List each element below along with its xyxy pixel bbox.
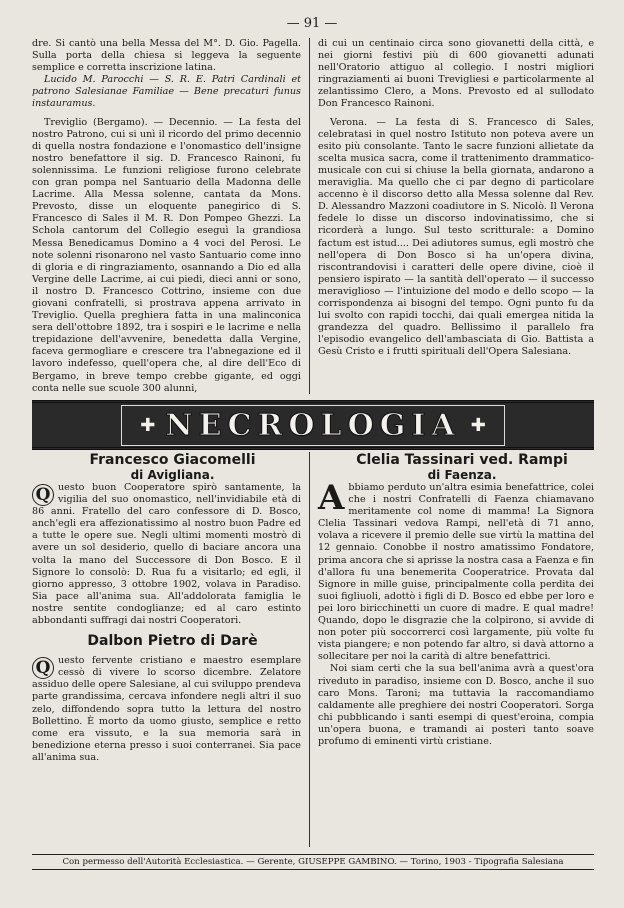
lower-right-column <box>318 452 594 748</box>
obituary-name: Clelia Tassinari ved. Rampi <box>356 452 568 468</box>
treviglio-paragraph: Treviglio (Bergamo). — Decennio. — La festa del nostro Patrono, cui si unì il ricordo del primo decennio di quella nostra fondazione e l'onomastico dell'insigne nostro benefattore il sig. D. Francesco Rainoni, fu solennissima. Le funzioni religiose furono celebrate con gran pompa nel Santuario della Madonna delle Lacrime. Alla Messa solenne, cantata da Mons. Prevosto, disse un eloquente panegirico di S. Francesco di Sales il M. R. Don Pompeo Ghezzi. La Schola cantorum del Collegio eseguì la grandiosa Messa Benedicamus Domino a 4 voci del Perosi. Le note solenni risonarono nel vasto Santuario come inno di gloria e di ringraziamento, osannando a Dio ed alla Vergine delle Lacrime, ai cui piedi, dieci anni or sono, il nostro D. Francesco Cottrino, insieme con due giovani confratelli, si prostrava appena arrivato in Treviglio. Quella preghiera fatta in una malinconica sera dell'ottobre 1892, tra i sospiri e le lacrime e nella trepidazione dell'avvenire, benedetta dalla Vergine, faceva germogliare e crescere tra l'abnegazione ed il lavoro indefesso, quell'opera che, al dire dell'Eco di Bergamo, in breve tempo crebbe gigante, ed oggi conta nelle sue scuole 300 alunni, <box>32 116 301 394</box>
paragraph: di cui un centinaio circa sono giovanetti della città, e nei giorni festivi più di 600 giovanetti adunati nell'Oratorio attiguo al collegio. I nostri migliori ringraziamenti ai buoni Trevigliesi e particolarmente al zelantissimo Clero, a Mons. Prevosto ed al sullodato Don Francesco Rainoni. <box>318 38 594 110</box>
obituary-text: Abbiamo perduto un'altra esimia benefattrice, colei che i nostri Confratelli di Faenza chiamavano meritamente col nome di mamma! La Signora Clelia Tassinari vedova Rampi, nell'età di 71 anno, volava a ricevere il premio delle sue virtù la mattina del 12 gennaio. Conobbe il nostro amatissimo Fondatore, prima ancora che si aprisse la nostra casa a Faenza e fin d'allora fu una benemerita Cooperatrice. Provata dal Signore in mille guise, principalmente colla perdita dei suoi figliuoli, adottò i figli di D. Bosco ed ebbe per loro e pei loro biricchinetti un cuore di madre. E qual madre! Quando, dopo le disgrazie che la colpirono, si avvide di non poter più soccorrerci così largamente, più volte fu vista piangere; e non potendo far altro, si davà attorno a sollecitare per noi la carità di altre benefattrici. <box>318 478 594 663</box>
page-number: — 91 — <box>286 16 338 31</box>
drop-cap: Q <box>32 657 54 679</box>
column-divider <box>309 38 310 394</box>
obituary-place: di Faenza. <box>427 468 497 482</box>
verona-paragraph: Verona. — La festa di S. Francesco di Sales, celebratasi in quel nostro Istituto non poteva avere un esito più consolante. Tanto le sacre funzioni allietate da scelta musica sacra, come il trattenimento drammatico-musicale con cui si chiuse la bella giornata, andarono a meraviglia. Ma quello che ci par degno di particolare accenno è il discorso detto alla Messa solenne dal Rev. D. Alessandro Mazzoni coadiutore in S. Nicolò. Il Verona fedele lo disse un discorso indovinatissimo, che si ricorderà a lungo. Sul testo scritturale: a Domino factum est istud.... Dei adiutores sumus, egli mostrò che nell'opera di Don Bosco si ha un'opera divina, riscontrandovisi i caratteri delle opere divine, cioè il pensiero ispirato — la santità dell'operato — il successo meraviglioso — l'intuizione del modo e dello scopo — la corrispondenza ai bisogni del tempo. Ogni punto fu da lui svolto con rapidi tocchi, dai quali emergea nitida la grandezza del quadro. Bellissimo il parallelo fra l'episodio evangelico dell'ambasciata di Gio. Battista a Gesù Cristo e i frutti spirituali dell'Opera Salesiana. <box>318 116 594 358</box>
obituary-text: Noi siam certi che la sua bell'anima avrà a quest'ora riveduto in paradiso, insieme con D. Bosco, anche il suo caro Mons. Taroni; ma tuttavia la raccomandiamo caldamente alle preghiere dei nostri Cooperatori. Sorga chi pubblicando i santi esempi di quest'eroina, compia un'opera buona, e tramandi ai posteri tanto soave profumo di eminenti virtù cristiane. <box>318 663 594 747</box>
top-left-column <box>32 38 301 395</box>
obituary-text: Q uesto fervente cristiano e maestro esemplare cessò di vivere lo scorso dicembre. Zelatore assiduo delle opere Salesiane, al cui sviluppo prendeva parte grandissima, cercava infondere negli altri il suo zelo, diffondendo sopra tutto la lettura del nostro Bollettino. È morto da uomo giusto, semplice e retto come era vissuto, e la sua memoria sarà in benedizione eterna presso i suoi conterranei. Sia pace all'anima sua. <box>32 655 301 763</box>
footer-imprint: Con permesso dell'Autorità Ecclesiastica. — Gerente, GIUSEPPE GAMBINO. — Torino, 1903 - Tipografia Salesiana <box>32 854 594 870</box>
obituary-name: Francesco Giacomelli <box>89 452 256 468</box>
column-divider <box>309 452 310 847</box>
cross-icon: ✚ <box>470 414 486 436</box>
drop-cap: Q <box>32 484 54 506</box>
top-right-column <box>318 38 594 358</box>
obituary-text: Q uesto buon Cooperatore spirò santamente, la vigilia del suo onomastico, nell'invidiabile età di 86 anni. Fratello del caro confessore di D. Bosco, anch'egli era affezionatissimo al nostro buon Padre ed a tutte le opere sue. Negli ultimi momenti mostrò di avere un sol desiderio, quello di baciare ancora una volta la mano del Successore di Don Bosco. E il Signore lo consolò: D. Rua fu a visitarlo; ed egli, il giorno appresso, 3 ottobre 1902, volava in Paradiso. Sia pace all'anima sua. All'addolorata famiglia le nostre sentite condoglianze; ed al caro estinto abbondanti suffragi dai nostri Cooperatori. <box>32 482 301 627</box>
necrologia-banner <box>32 400 594 450</box>
paragraph: dre. Si cantò una bella Messa del M°. D. Gio. Pagella. Sulla porta della chiesa si leggeva la seguente semplice e corretta inscrizione latina. <box>32 38 301 74</box>
obituary-name: Dalbon Pietro di Darè <box>87 633 258 650</box>
banner-title: NECROLOGIA <box>165 407 461 443</box>
cross-icon: ✚ <box>140 414 156 436</box>
lower-left-column <box>32 452 301 764</box>
latin-inscription: Lucido M. Parocchi — S. R. E. Patri Cardinali et patrono Salesianae Familiae — Bene precaturi funus instauramus. <box>32 74 301 110</box>
drop-cap: A <box>318 478 345 518</box>
obituary-place: di Avigliana. <box>130 468 215 482</box>
